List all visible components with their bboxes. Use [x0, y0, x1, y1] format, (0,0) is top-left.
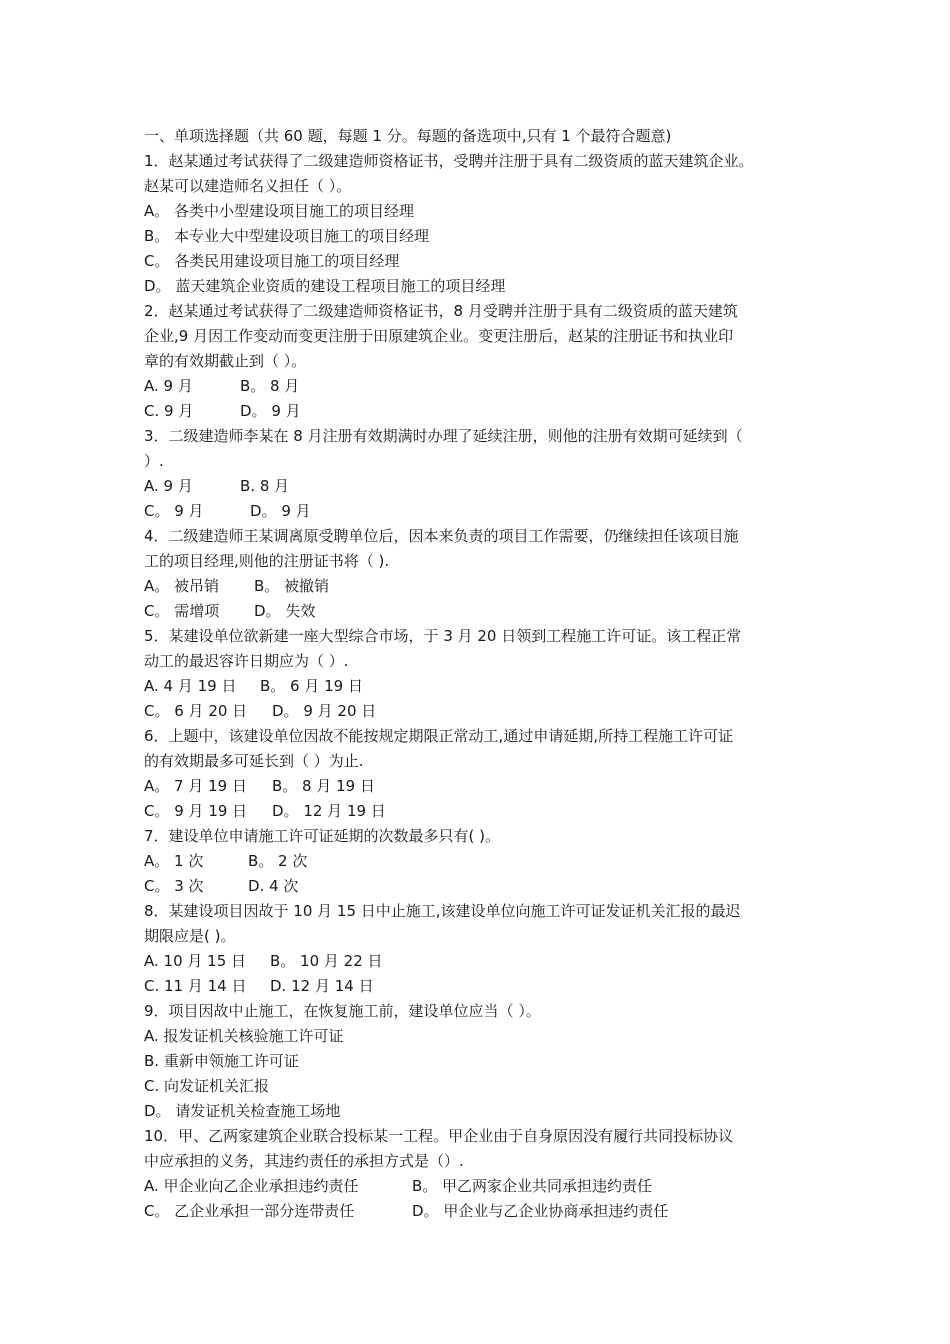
question-2-option-c: C. 9 月: [144, 402, 194, 420]
question-6-options-ab: [144, 774, 824, 799]
question-8-option-d: D. 12 月 14 日: [270, 977, 374, 995]
question-7-option-d: D. 4 次: [248, 877, 299, 895]
question-8-option-a: A. 10 月 15 日: [144, 952, 247, 970]
question-3-options-cd: [144, 499, 824, 524]
question-7-text: 7．建设单位申请施工许可证延期的次数最多只有( )。: [144, 827, 501, 845]
question-7-option-a: A。 1 次: [144, 852, 204, 870]
question-6-option-c: C。 9 月 19 日: [144, 802, 248, 820]
question-5-text-cont: 动工的最迟容许日期应为（ ）.: [144, 652, 349, 670]
question-4-option-c: C。 需增项: [144, 602, 220, 620]
question-2-text: 2．赵某通过考试获得了二级建造师资格证书，8 月受聘并注册于具有二级资质的蓝天建筑: [144, 302, 738, 320]
question-2-option-b: B。 8 月: [240, 377, 300, 395]
question-5-options-cd: [144, 699, 824, 724]
question-8-text: 8．某建设项目因故于 10 月 15 日中止施工,该建设单位向施工许可证发证机关汇报的最迟: [144, 902, 741, 920]
question-3-options-ab: [144, 474, 824, 499]
question-6-option-a: A。 7 月 19 日: [144, 777, 247, 795]
question-8-options-cd: [144, 974, 824, 999]
question-9-text: 9．项目因故中止施工，在恢复施工前，建设单位应当（ ）。: [144, 1002, 541, 1020]
question-2-text-cont: 企业,9 月因工作变动而变更注册于田原建筑企业。变更注册后，赵某的注册证书和执业印: [144, 327, 734, 345]
question-2-options-cd: [144, 399, 824, 424]
question-2-options-ab: [144, 374, 824, 399]
question-8-text-cont: 期限应是( )。: [144, 927, 236, 945]
question-8-option-c: C. 11 月 14 日: [144, 977, 247, 995]
question-7-option-c: C。 3 次: [144, 877, 204, 895]
question-3-text-cont: ）.: [144, 452, 164, 470]
question-6-text: 6．上题中，该建设单位因故不能按规定期限正常动工,通过申请延期,所持工程施工许可证: [144, 727, 734, 745]
question-10-option-b: B。 甲乙两家企业共同承担违约责任: [412, 1177, 653, 1195]
question-6-options-cd: [144, 799, 824, 824]
question-8-options-ab: [144, 949, 824, 974]
question-3-option-c: C。 9 月: [144, 502, 204, 520]
question-10-option-c: C。 乙企业承担一部分连带责任: [144, 1202, 355, 1220]
question-10-option-d: D。 甲企业与乙企业协商承担违约责任: [412, 1202, 669, 1220]
question-1-text: 1．赵某通过考试获得了二级建造师资格证书，受聘并注册于具有二级资质的蓝天建筑企业。: [144, 152, 754, 170]
question-1-option-b: B。 本专业大中型建设项目施工的项目经理: [144, 227, 430, 245]
question-4-option-b: B。 被撤销: [254, 577, 330, 595]
question-2-text-cont2: 章的有效期截止到（ ）。: [144, 352, 307, 370]
question-9-option-d: D。 请发证机关检查施工场地: [144, 1102, 341, 1120]
question-10-text: 10．甲、乙两家建筑企业联合投标某一工程。甲企业由于自身原因没有履行共同投标协议: [144, 1127, 734, 1145]
question-1-option-d: D。 蓝天建筑企业资质的建设工程项目施工的项目经理: [144, 277, 506, 295]
question-4-text: 4．二级建造师王某调离原受聘单位后，因本来负责的项目工作需要，仍继续担任该项目施: [144, 527, 739, 545]
question-2-option-a: A. 9 月: [144, 377, 193, 395]
question-2-option-d: D。 9 月: [240, 402, 301, 420]
question-9-option-a: A. 报发证机关核验施工许可证: [144, 1027, 344, 1045]
question-4-option-a: A。 被吊销: [144, 577, 220, 595]
question-3-option-b: B. 8 月: [240, 477, 290, 495]
question-3-text: 3．二级建造师李某在 8 月注册有效期满时办理了延续注册，则他的注册有效期可延续到（: [144, 427, 743, 445]
question-4-option-d: D。 失效: [254, 602, 316, 620]
question-4-text-cont: 工的项目经理,则他的注册证书将（ ).: [144, 552, 390, 570]
question-3-option-d: D。 9 月: [250, 502, 311, 520]
question-4-options-cd: [144, 599, 824, 624]
question-5-options-ab: [144, 674, 824, 699]
question-7-options-ab: [144, 849, 824, 874]
question-10-text-cont: 中应承担的义务，其违约责任的承担方式是（）.: [144, 1152, 464, 1170]
question-5-option-d: D。 9 月 20 日: [272, 702, 377, 720]
question-10-option-a: A. 甲企业向乙企业承担违约责任: [144, 1177, 359, 1195]
question-10-options-cd: [144, 1199, 824, 1224]
question-1-option-c: C。 各类民用建设项目施工的项目经理: [144, 252, 400, 270]
question-9-option-c: C. 向发证机关汇报: [144, 1077, 270, 1095]
question-6-text-cont: 的有效期最多可延长到（ ）为止.: [144, 752, 364, 770]
question-4-options-ab: [144, 574, 824, 599]
question-6-option-d: D。 12 月 19 日: [272, 802, 386, 820]
question-1-text-cont: 赵某可以建造师名义担任（ ）。: [144, 177, 352, 195]
question-7-option-b: B。 2 次: [248, 852, 308, 870]
question-list: [144, 124, 824, 1224]
question-3-option-a: A. 9 月: [144, 477, 193, 495]
question-5-option-b: B。 6 月 19 日: [260, 677, 363, 695]
question-5-text: 5．某建设单位欲新建一座大型综合市场，于 3 月 20 日领到工程施工许可证。该工程正常: [144, 627, 742, 645]
question-5-option-c: C。 6 月 20 日: [144, 702, 248, 720]
question-5-option-a: A. 4 月 19 日: [144, 677, 237, 695]
question-8-option-b: B。 10 月 22 日: [270, 952, 383, 970]
question-1-option-a: A。 各类中小型建设项目施工的项目经理: [144, 202, 415, 220]
section-title: 一、单项选择题（共 60 题，每题 1 分。每题的备选项中,只有 1 个最符合题意): [144, 127, 672, 145]
question-9-option-b: B. 重新申领施工许可证: [144, 1052, 299, 1070]
question-6-option-b: B。 8 月 19 日: [272, 777, 375, 795]
question-10-options-ab: [144, 1174, 824, 1199]
question-7-options-cd: [144, 874, 824, 899]
